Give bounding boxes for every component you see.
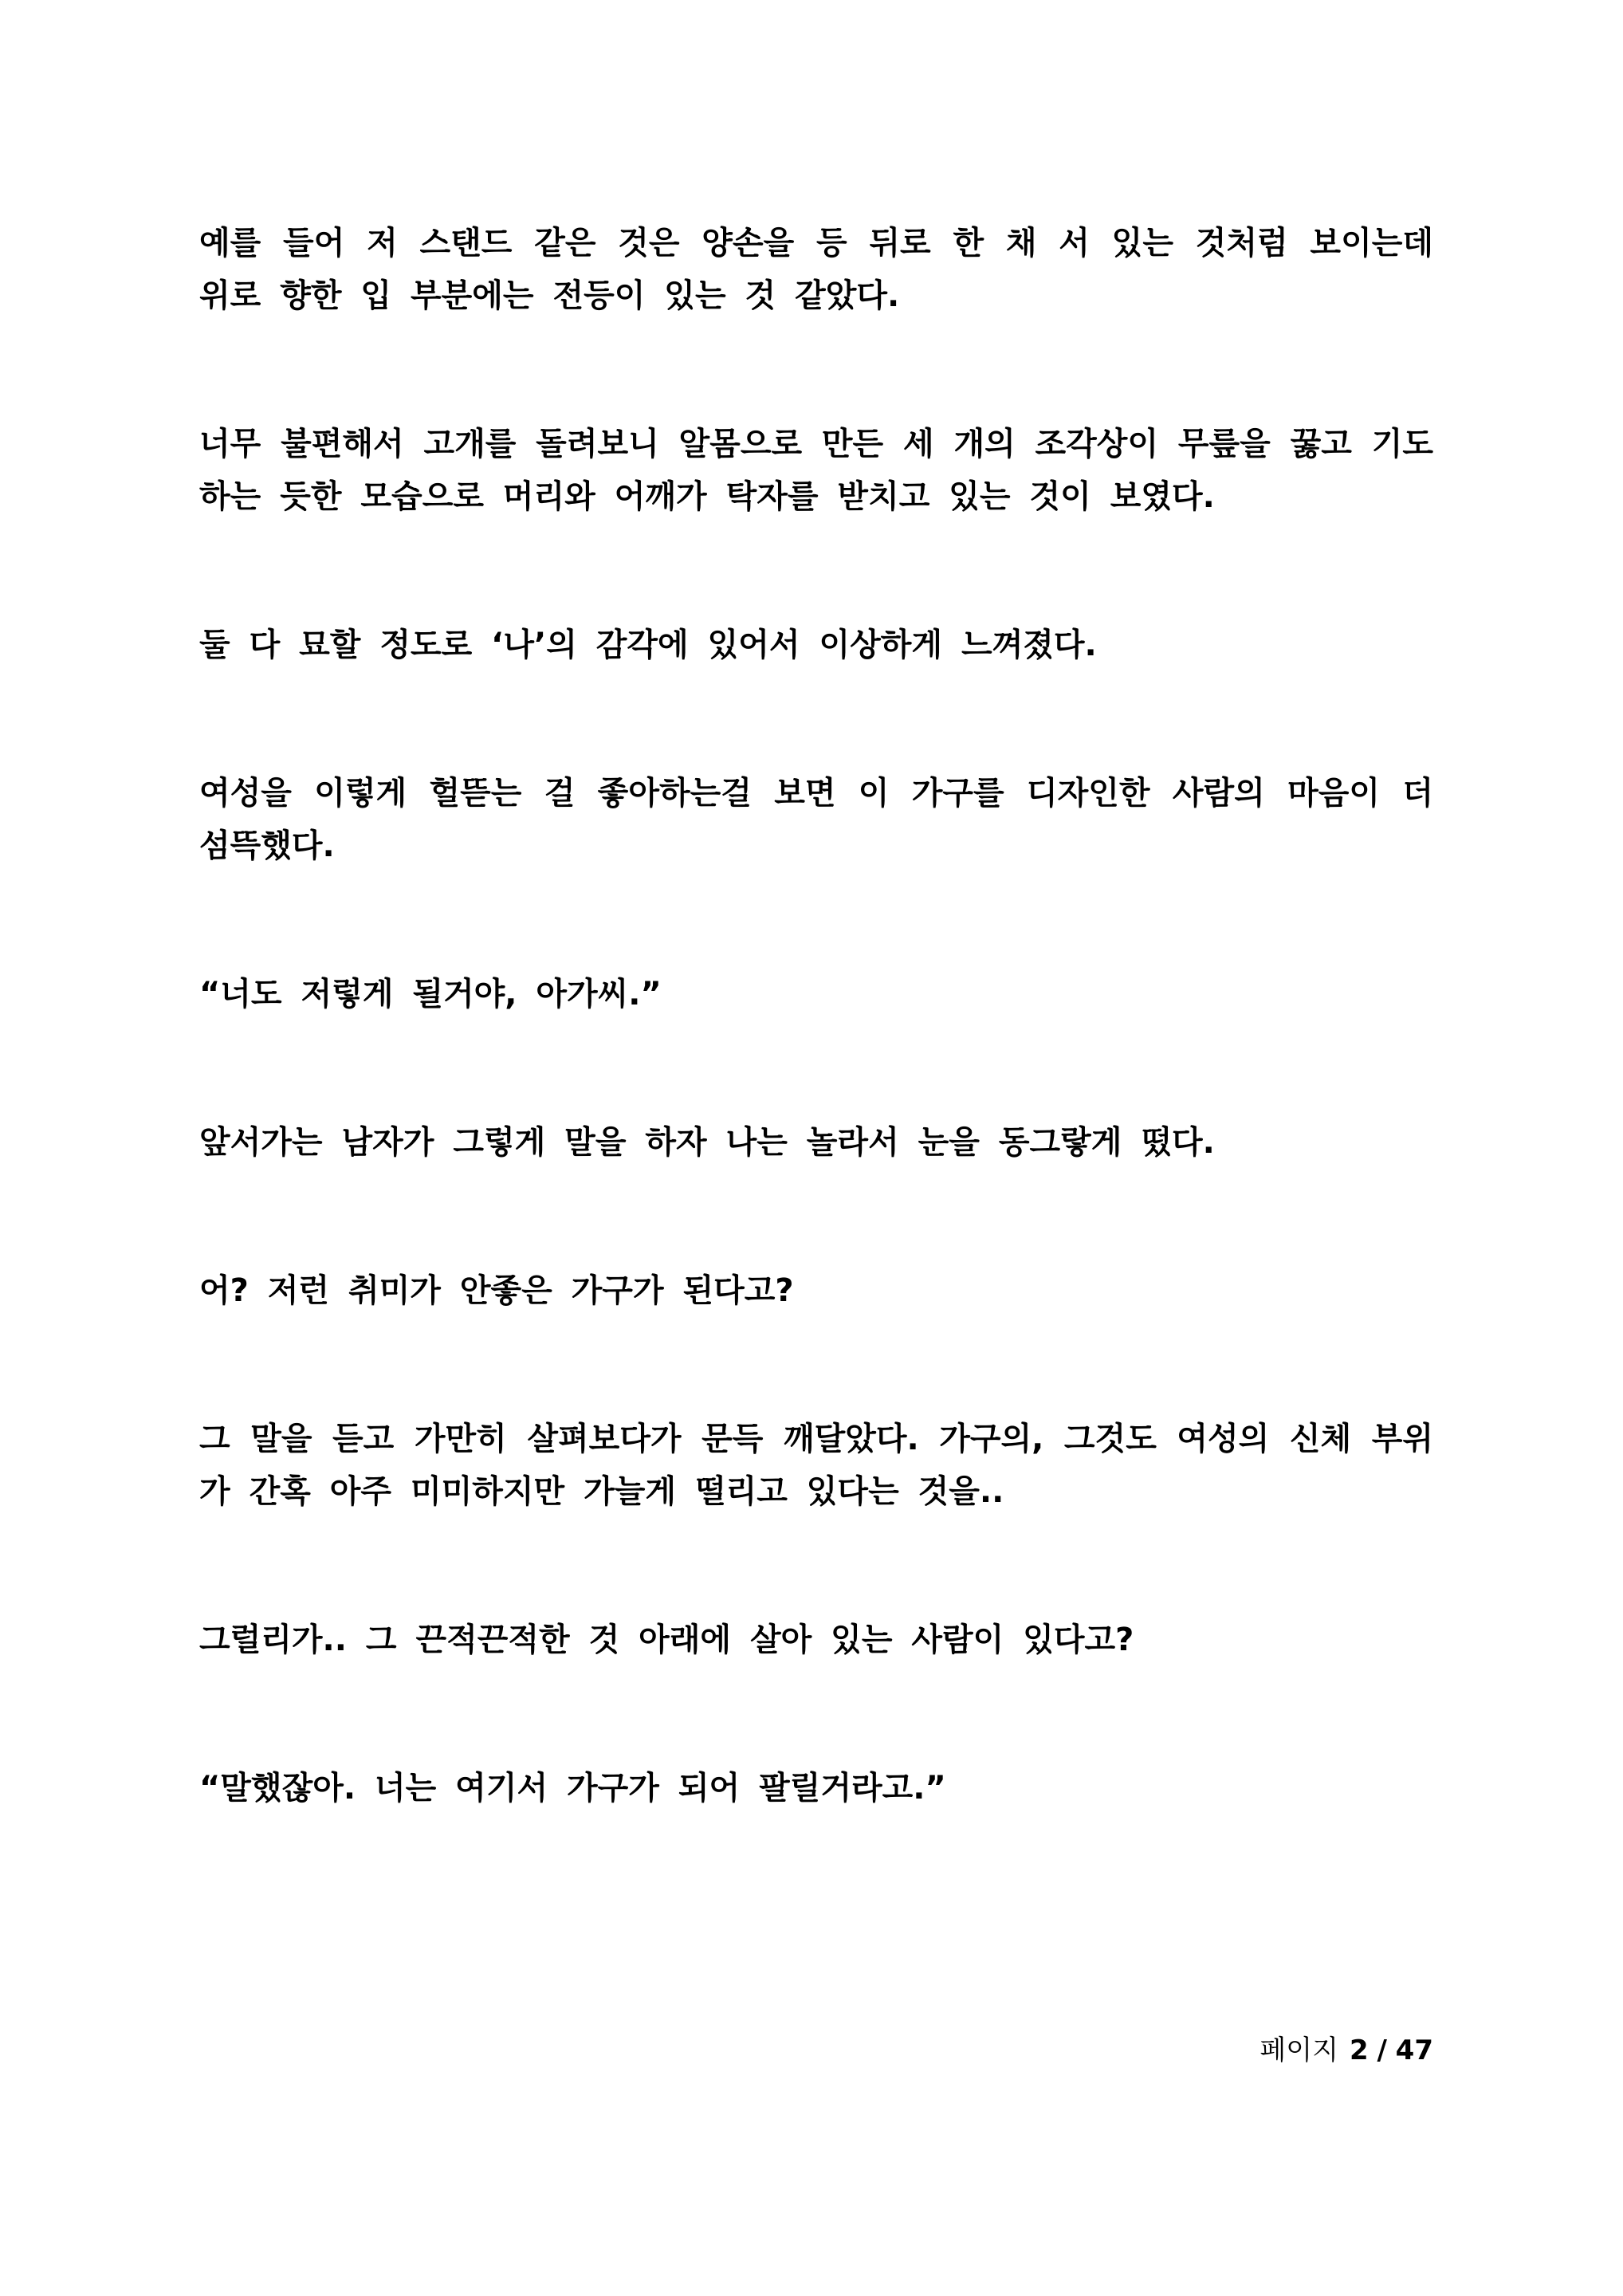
paragraph: 어? 저런 취미가 안좋은 가구가 된다고? — [199, 1272, 794, 1309]
total-page-count: 47 — [1395, 2035, 1433, 2066]
paragraph: “말했잖아. 너는 여기서 가구가 되어 팔릴거라고.” — [199, 1770, 946, 1807]
paragraph: 앞서가는 남자가 그렇게 말을 하자 나는 놀라서 눈을 동그랗게 떴다. — [199, 1124, 1215, 1161]
paragraph: 그럴리가.. 그 끈적끈적한 것 아래에 살아 있는 사람이 있다고? — [199, 1622, 1134, 1658]
page-label: 페이지 — [1259, 2035, 1338, 2066]
page-separator: / — [1377, 2035, 1387, 2066]
paragraph: 그 말을 듣고 가만히 살펴보다가 문득 깨달았다. 가구의, 그것도 여성의 신체 부위가 간혹 아주 미미하지만 가늘게 떨리고 있다는 것을.. — [199, 1421, 1433, 1510]
paragraph: 여성을 이렇게 헐뜯는 걸 좋아하는걸 보면 이 가구를 디자인한 사람의 마음이 더 섬뜩했다. — [199, 775, 1433, 864]
page-number-footer — [1259, 2031, 1433, 2070]
current-page-number: 2 — [1349, 2035, 1369, 2066]
body-text — [199, 217, 1433, 1814]
paragraph: “너도 저렇게 될거야, 아가씨.” — [199, 976, 662, 1012]
paragraph: 너무 불편해서 고개를 돌려보니 알몸으로 만든 세 개의 조각상이 무릎을 꿇고 기도하는 듯한 모습으로 머리와 어깨가 탁자를 받치고 있는 것이 보였다. — [199, 426, 1433, 515]
paragraph: 예를 들어 저 스탠드 같은 것은 양손을 등 뒤로 한 채 서 있는 것처럼 보이는데 위로 향한 입 부분에는 전등이 있는 것 같았다. — [199, 225, 1433, 314]
paragraph: 둘 다 묘할 정도로 ‘나’의 감각에 있어서 이상하게 느껴졌다. — [199, 627, 1097, 663]
